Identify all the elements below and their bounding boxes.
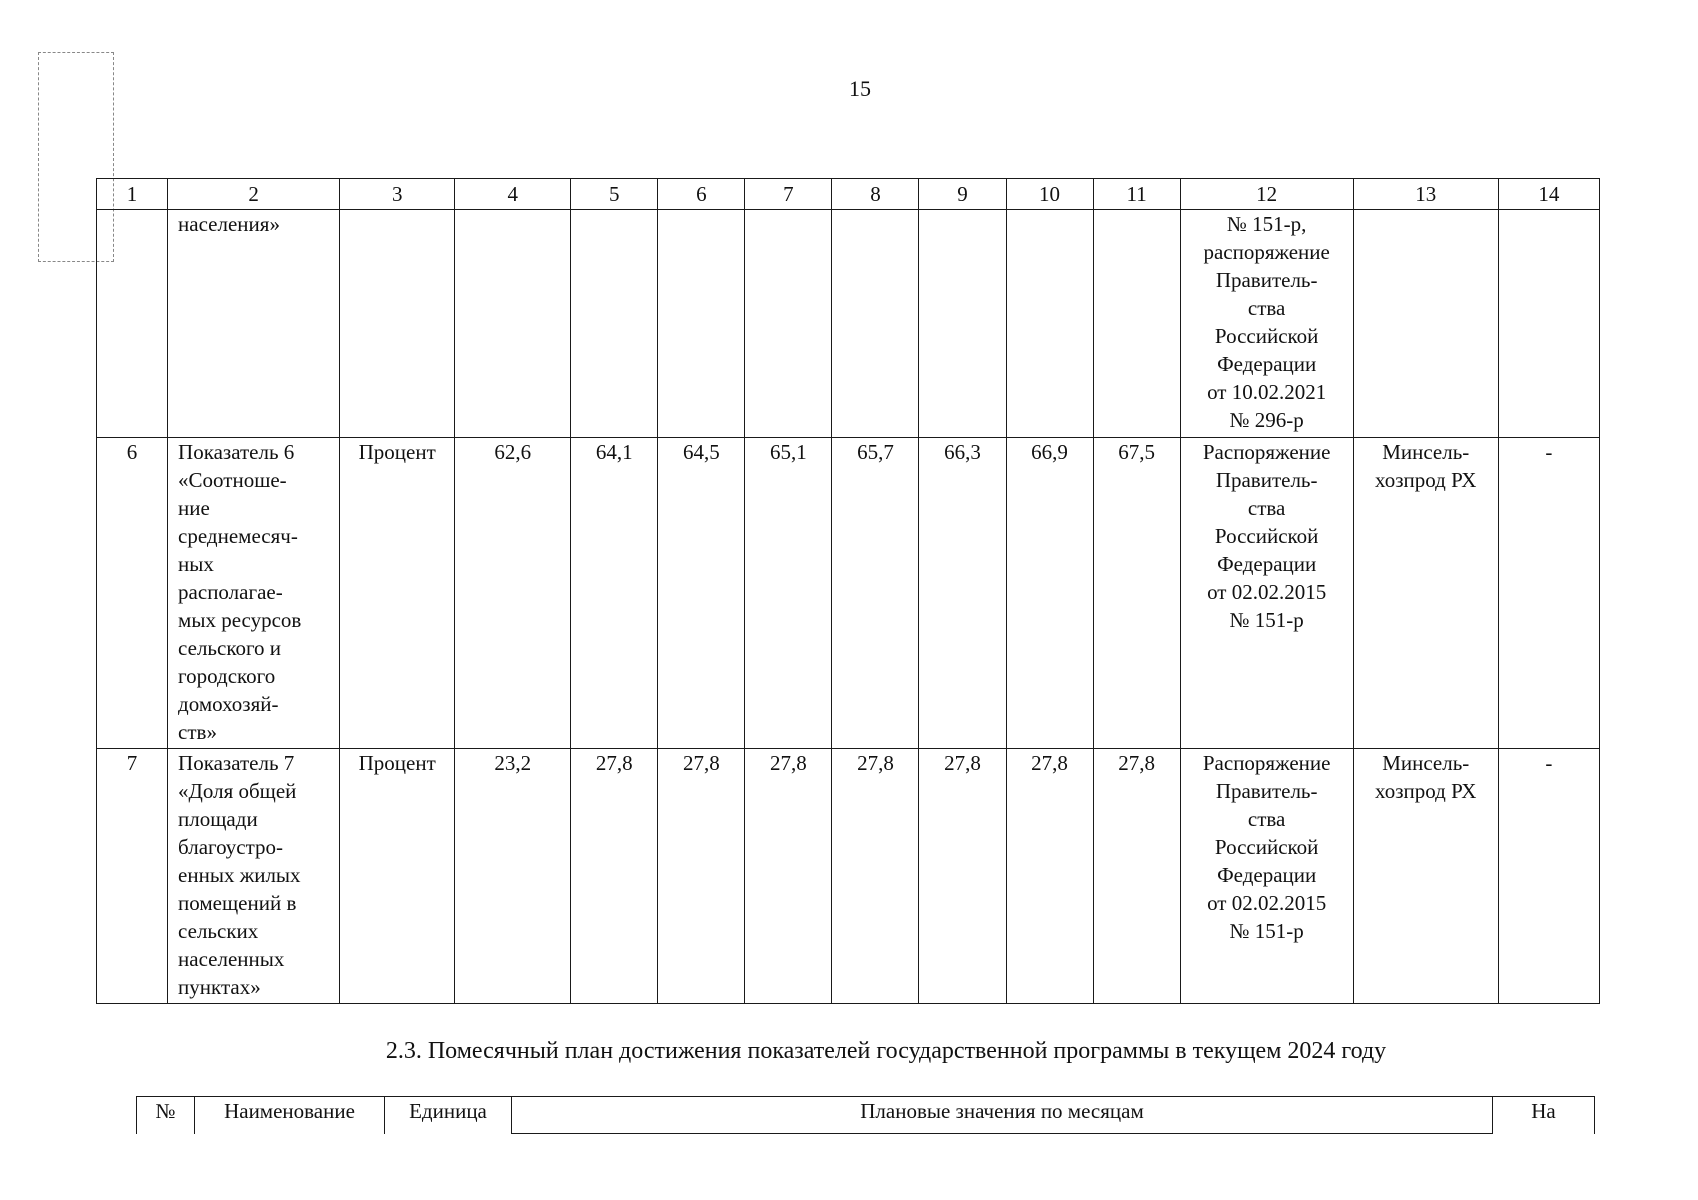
value-cell: 23,2 xyxy=(455,749,571,1004)
indicator-name: населения» xyxy=(178,212,280,236)
header-cell: 4 xyxy=(455,179,571,210)
indicator-name-cell xyxy=(168,749,340,1004)
monthly-values-header: Плановые значения по месяцам xyxy=(512,1097,1493,1134)
note-cell: - xyxy=(1498,749,1599,1004)
document-cell xyxy=(1180,210,1353,438)
value-cell: 65,7 xyxy=(832,438,919,749)
header-cell: 8 xyxy=(832,179,919,210)
value-cell: 65,1 xyxy=(745,438,832,749)
note-cell: - xyxy=(1498,438,1599,749)
table-row xyxy=(97,749,1600,1004)
note-cell xyxy=(1498,210,1599,438)
header-cell: 1 xyxy=(97,179,168,210)
page-number: 15 xyxy=(849,76,871,101)
value-cell xyxy=(832,210,919,438)
document-cell xyxy=(1180,749,1353,1004)
value-cell: 27,8 xyxy=(832,749,919,1004)
indicator-name: Показатель 6 «Соотноше- ние среднемесяч- ных располагае- мых ресурсов сельского и городского домохозяй- ств» xyxy=(178,440,302,744)
header-cell: 11 xyxy=(1093,179,1180,210)
value-cell: 27,8 xyxy=(658,749,745,1004)
value-cell: 66,3 xyxy=(919,438,1006,749)
monthly-plan-header-row xyxy=(137,1097,1595,1134)
value-cell xyxy=(745,210,832,438)
value-cell: 62,6 xyxy=(455,438,571,749)
document-text: Распоряжение Правитель- ства Российской Федерации от 02.02.2015 № 151-р xyxy=(1202,751,1331,943)
header-cell: 13 xyxy=(1353,179,1498,210)
value-cell: 27,8 xyxy=(1093,749,1180,1004)
indicator-name-cell xyxy=(168,438,340,749)
header-cell: 14 xyxy=(1498,179,1599,210)
value-cell: 66,9 xyxy=(1006,438,1093,749)
num-header: № xyxy=(137,1097,195,1134)
unit-cell: Процент xyxy=(340,749,455,1004)
row-number: 7 xyxy=(97,749,168,1004)
table-header-row xyxy=(97,179,1600,210)
last-column-header: На xyxy=(1493,1097,1595,1134)
indicator-name-cell xyxy=(168,210,340,438)
value-cell: 64,5 xyxy=(658,438,745,749)
responsible-text: Минсель- хозпрод РХ xyxy=(1375,751,1477,803)
responsible-cell xyxy=(1353,210,1498,438)
header-cell: 6 xyxy=(658,179,745,210)
document-text: Распоряжение Правитель- ства Российской Федерации от 02.02.2015 № 151-р xyxy=(1202,440,1331,632)
indicator-name: Показатель 7 «Доля общей площади благоустро- енных жилых помещений в сельских населенных пунктах» xyxy=(178,751,301,999)
row-number: 6 xyxy=(97,438,168,749)
header-cell: 12 xyxy=(1180,179,1353,210)
value-cell: 27,8 xyxy=(745,749,832,1004)
value-cell xyxy=(658,210,745,438)
value-cell xyxy=(571,210,658,438)
value-cell: 64,1 xyxy=(571,438,658,749)
value-cell xyxy=(1006,210,1093,438)
header-cell: 2 xyxy=(168,179,340,210)
value-cell: 27,8 xyxy=(1006,749,1093,1004)
section-title: 2.3. Помесячный план достижения показателей государственной программы в текущем 2024 году xyxy=(385,1038,1387,1064)
responsible-text: Минсель- хозпрод РХ xyxy=(1375,440,1477,492)
header-cell: 7 xyxy=(745,179,832,210)
value-cell: 27,8 xyxy=(919,749,1006,1004)
responsible-cell xyxy=(1353,749,1498,1004)
document-cell xyxy=(1180,438,1353,749)
table-row xyxy=(97,438,1600,749)
header-cell: 3 xyxy=(340,179,455,210)
indicators-table xyxy=(96,178,1600,1004)
document-text: № 151-р, распоряжение Правитель- ства Российской Федерации от 10.02.2021 № 296-р xyxy=(1203,212,1330,432)
value-cell xyxy=(455,210,571,438)
monthly-plan-table xyxy=(136,1096,1595,1134)
value-cell: 67,5 xyxy=(1093,438,1180,749)
value-cell xyxy=(919,210,1006,438)
name-header: Наименование xyxy=(195,1097,385,1134)
value-cell: 27,8 xyxy=(571,749,658,1004)
unit-header: Единица xyxy=(385,1097,512,1134)
responsible-cell xyxy=(1353,438,1498,749)
header-cell: 10 xyxy=(1006,179,1093,210)
unit-cell xyxy=(340,210,455,438)
header-cell: 9 xyxy=(919,179,1006,210)
table-row-continuation xyxy=(97,210,1600,438)
header-cell: 5 xyxy=(571,179,658,210)
unit-cell: Процент xyxy=(340,438,455,749)
row-number-cell xyxy=(97,210,168,438)
value-cell xyxy=(1093,210,1180,438)
